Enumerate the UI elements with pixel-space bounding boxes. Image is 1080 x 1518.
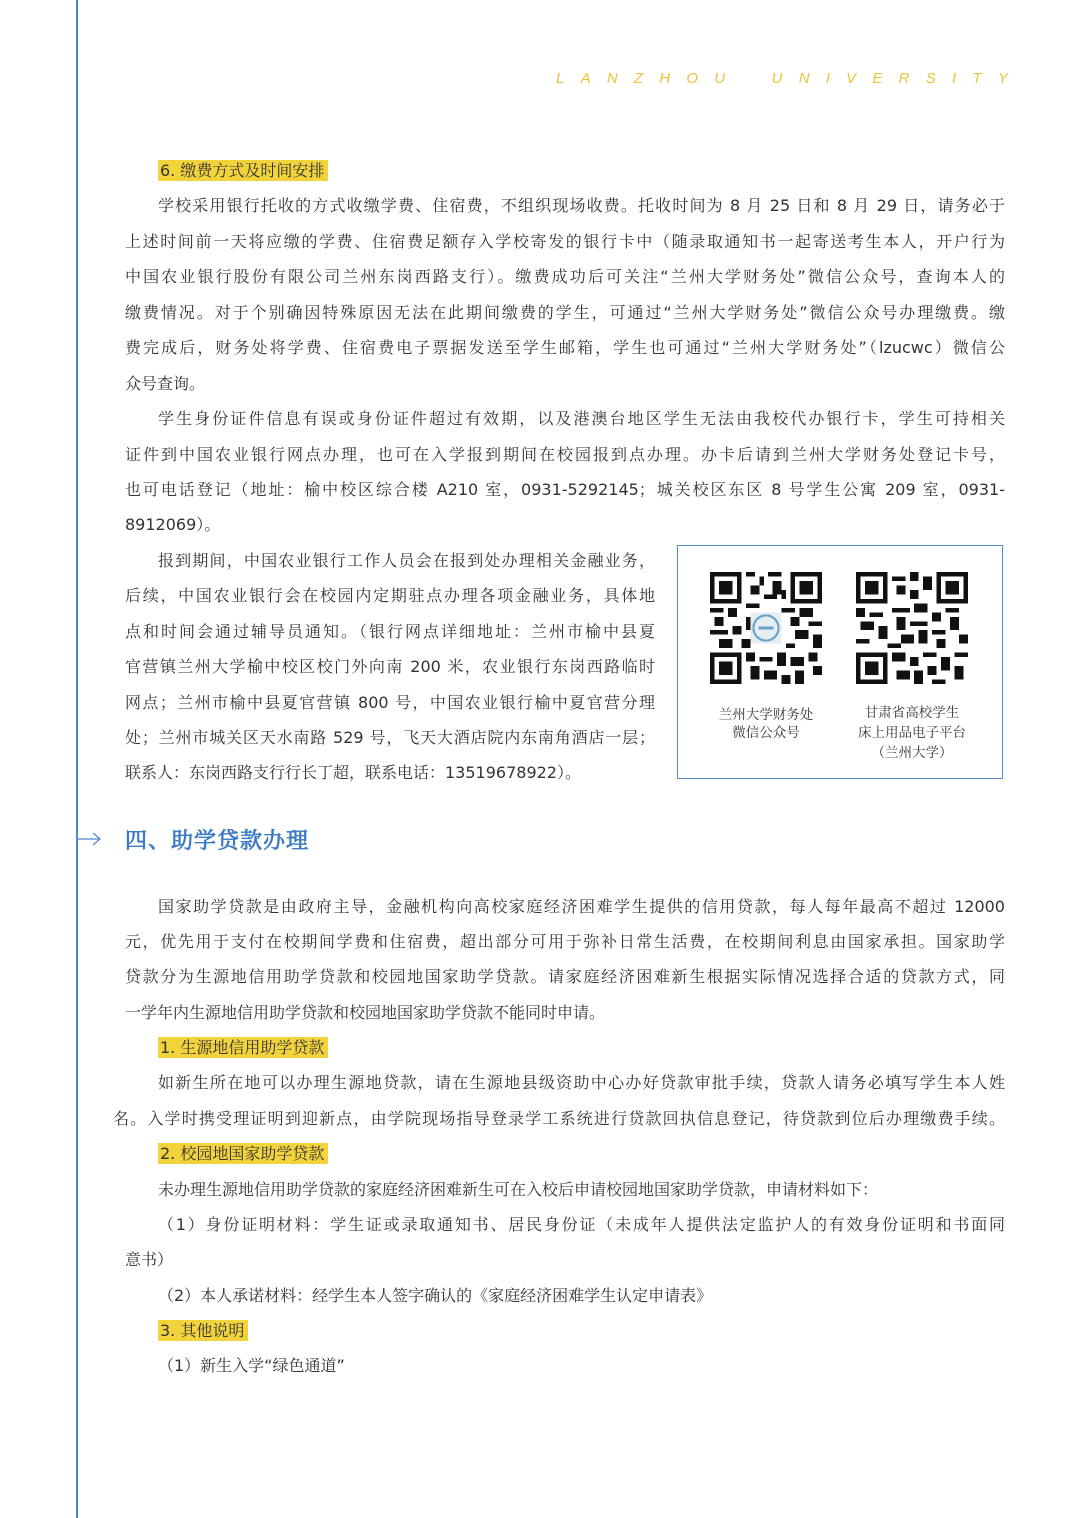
- brand-letter: A: [580, 70, 591, 87]
- paragraph-line: 意书）: [125, 1250, 174, 1269]
- brand-letter: O: [686, 70, 699, 87]
- brand-space: [741, 70, 755, 87]
- qr-code-icon[interactable]: [856, 572, 968, 684]
- brand-letter: V: [846, 70, 857, 87]
- paragraph-line: 名。入学时携受理证明到迎新点，由学院现场指导登录学工系统进行贷款回执信息登记，待贷款到位后办理缴费手续。: [113, 1109, 1005, 1128]
- paragraph-line: 后续，中国农业银行会在校园内定期驻点办理各项金融业务，具体地: [125, 586, 655, 605]
- paragraph-line: 上述时间前一天将应缴的学费、住宿费足额存入学校寄发的银行卡中（随录取通知书一起寄送考生本人，开户行为: [125, 232, 1005, 251]
- paragraph-line: 也可电话登记（地址：榆中校区综合楼 A210 室，0931-5292145；城关校区东区 8 号学生公寓 209 室，0931-: [125, 480, 1005, 499]
- qr-code-icon[interactable]: [710, 572, 822, 684]
- paragraph-line: 学生身份证件信息有误或身份证件超过有效期，以及港澳台地区学生无法由我校代办银行卡，学生可持相关: [158, 409, 1005, 428]
- paragraph-line: 处；兰州市城关区天水南路 529 号，飞天大酒店院内东南角酒店一层；: [125, 728, 655, 747]
- brand-letter: H: [659, 70, 671, 87]
- paragraph-line: 中国农业银行股份有限公司兰州东岗西路支行）。缴费成功后可关注“兰州大学财务处”微信公众号，查询本人的: [125, 267, 1005, 286]
- paragraph-line: 报到期间，中国农业银行工作人员会在报到处办理相关金融业务，: [158, 551, 655, 570]
- subheading-payment: 6. 缴费方式及时间安排: [158, 161, 328, 181]
- qr-caption-bedding-platform: 甘肃省高校学生 床上用品电子平台 （兰州大学）: [858, 705, 966, 761]
- brand-letter: L: [556, 70, 565, 87]
- paragraph-line: （1）新生入学“绿色通道”: [158, 1356, 345, 1375]
- paragraph-line: 未办理生源地信用助学贷款的家庭经济困难新生可在入校后申请校园地国家助学贷款，申请材料如下：: [158, 1180, 879, 1199]
- brand-letter: U: [771, 70, 783, 87]
- brand-letter: N: [606, 70, 618, 87]
- paragraph-line: （1）身份证明材料：学生证或录取通知书、居民身份证（未成年人提供法定监护人的有效身份证明和书面同: [158, 1215, 1005, 1234]
- paragraph-line: 贷款分为生源地信用助学贷款和校园地国家助学贷款。请家庭经济困难新生根据实际情况选择合适的贷款方式，同: [125, 967, 1005, 986]
- brand-letter: N: [798, 70, 810, 87]
- subheading-other-notes: 3. 其他说明: [158, 1321, 248, 1341]
- paragraph-line: 网点；兰州市榆中县夏官营镇 800 号，中国农业银行榆中夏官营分理: [125, 693, 655, 712]
- paragraph-line: 证件到中国农业银行网点办理，也可在入学报到期间在校园报到点办理。办卡后请到兰州大学财务处登记卡号，: [125, 445, 1005, 464]
- qr-caption-finance: 兰州大学财务处 微信公众号: [718, 707, 814, 741]
- arrow-right-icon: [78, 829, 104, 849]
- paragraph-line: 元，优先用于支付在校期间学费和住宿费，超出部分可用于弥补日常生活费，在校期间利息由国家承担。国家助学: [125, 932, 1005, 951]
- left-margin-rule: [76, 0, 78, 1518]
- brand-letter: U: [714, 70, 726, 87]
- paragraph-line: 联系人：东岗西路支行行长丁超，联系电话：13519678922）。: [125, 763, 581, 782]
- brand-letter: T: [972, 70, 982, 87]
- brand-letter: I: [952, 70, 957, 87]
- paragraph-line: 缴费情况。对于个别确因特殊原因无法在此期间缴费的学生，可通过“兰州大学财务处”微信公众号办理缴费。缴: [125, 303, 1005, 322]
- paragraph-line: 众号查询。: [125, 374, 206, 393]
- qr-code-panel: [677, 545, 1003, 779]
- brand-letter: I: [825, 70, 830, 87]
- brand-letter: E: [872, 70, 883, 87]
- paragraph-line: 费完成后，财务处将学费、住宿费电子票据发送至学生邮箱，学生也可通过“兰州大学财务处”（lzucwc）微信公: [125, 338, 1005, 357]
- paragraph-line: （2）本人承诺材料：经学生本人签字确认的《家庭经济困难学生认定申请表》: [158, 1286, 713, 1305]
- paragraph-line: 8912069）。: [125, 515, 221, 534]
- section-title: 四、助学贷款办理: [125, 829, 310, 854]
- paragraph-line: 官营镇兰州大学榆中校区校门外向南 200 米，农业银行东岗西路临时: [125, 657, 655, 676]
- paragraph-line: 一学年内生源地信用助学贷款和校园地国家助学贷款不能同时申请。: [125, 1003, 606, 1022]
- subheading-local-loan: 1. 生源地信用助学贷款: [158, 1038, 328, 1058]
- paragraph-line: 如新生所在地可以办理生源地贷款，请在生源地县级资助中心办好贷款审批手续，贷款人请务必填写学生本人姓: [158, 1073, 1005, 1092]
- paragraph-line: 国家助学贷款是由政府主导，金融机构向高校家庭经济困难学生提供的信用贷款，每人每年最高不超过 12000: [158, 897, 1005, 916]
- brand-letter: Y: [997, 70, 1008, 87]
- paragraph-line: 点和时间会通过辅导员通知。（银行网点详细地址：兰州市榆中县夏: [125, 622, 655, 641]
- brand-letter: R: [898, 70, 910, 87]
- header-brand: [556, 70, 1008, 87]
- brand-letter: S: [925, 70, 936, 87]
- subheading-campus-loan: 2. 校园地国家助学贷款: [158, 1144, 328, 1164]
- brand-letter: Z: [633, 70, 644, 87]
- paragraph-line: 学校采用银行托收的方式收缴学费、住宿费，不组织现场收费。托收时间为 8 月 25 日和 8 月 29 日，请务必于: [158, 196, 1005, 215]
